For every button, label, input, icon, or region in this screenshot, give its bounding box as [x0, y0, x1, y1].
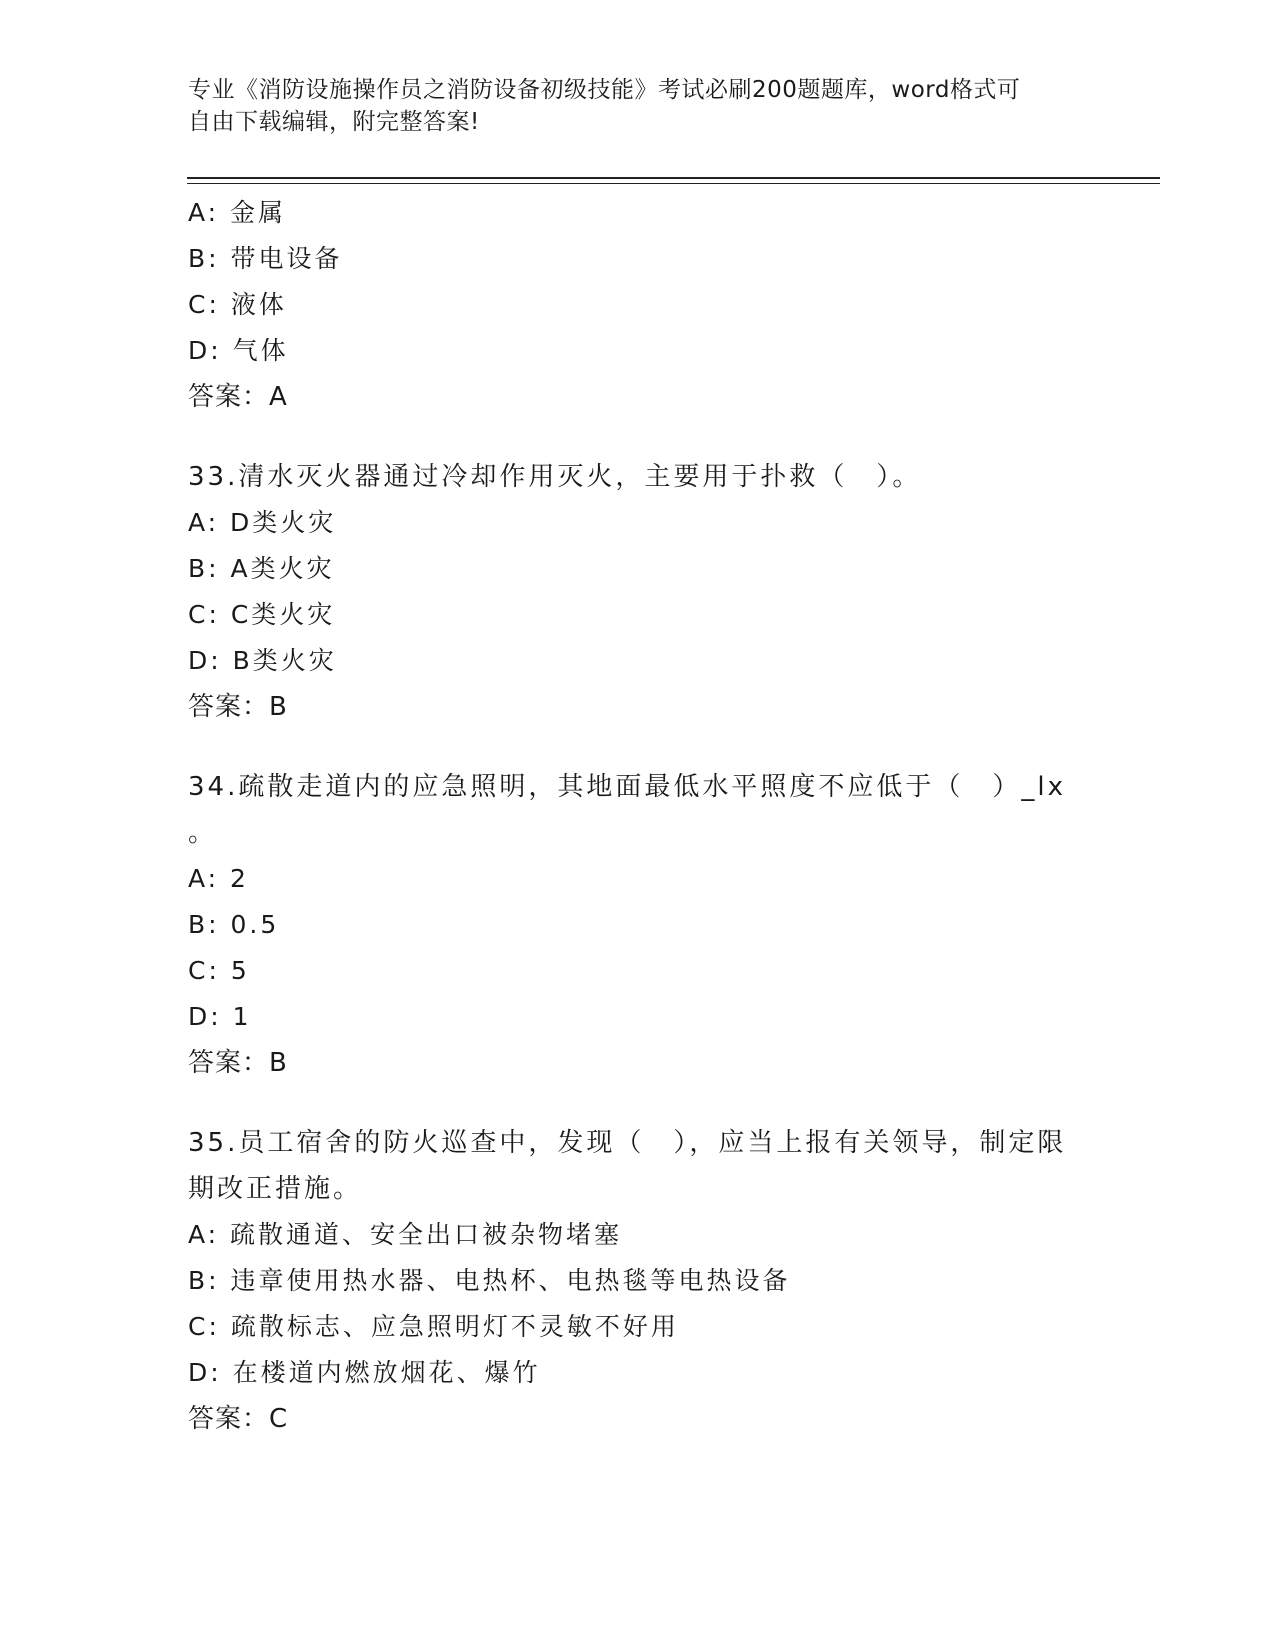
option-c: C: 5	[188, 956, 250, 985]
answer: 答案：A	[188, 382, 288, 412]
option-a: A: 疏散通道、安全出口被杂物堵塞	[188, 1220, 623, 1249]
header-line-1: 专业《消防设施操作员之消防设备初级技能》考试必刷200题题库，word格式可	[188, 77, 1021, 103]
question-32	[188, 190, 1088, 420]
header-line-2: 自由下载编辑，附完整答案!	[188, 109, 480, 135]
option-b: B: 0.5	[188, 910, 280, 939]
page-header	[188, 74, 1088, 138]
header-divider	[187, 177, 1160, 184]
option-b: B: 带电设备	[188, 244, 343, 273]
option-a: A: 2	[188, 864, 249, 893]
question-text: 35.员工宿舍的防火巡查中，发现（ ），应当上报有关领导，制定限	[188, 1128, 1067, 1158]
option-d: D: 1	[188, 1002, 252, 1031]
question-33	[188, 454, 1088, 730]
option-b: B: A类火灾	[188, 554, 335, 583]
answer: 答案：C	[188, 1404, 289, 1434]
question-text-continued: 。	[188, 818, 218, 848]
option-d: D: 在楼道内燃放烟花、爆竹	[188, 1358, 541, 1387]
question-text-continued: 期改正措施。	[188, 1174, 363, 1204]
option-b: B: 违章使用热水器、电热杯、电热毯等电热设备	[188, 1266, 791, 1295]
option-a: A: 金属	[188, 198, 287, 227]
question-34	[188, 764, 1088, 1086]
question-list	[188, 190, 1088, 1442]
answer: 答案：B	[188, 692, 288, 722]
option-a: A: D类火灾	[188, 508, 337, 537]
option-d: D: B类火灾	[188, 646, 337, 675]
question-text: 33.清水灭火器通过冷却作用灭火，主要用于扑救（ ）。	[188, 462, 922, 492]
option-c: C: 液体	[188, 290, 287, 319]
option-c: C: C类火灾	[188, 600, 336, 629]
question-35	[188, 1120, 1088, 1442]
answer: 答案：B	[188, 1048, 288, 1078]
option-c: C: 疏散标志、应急照明灯不灵敏不好用	[188, 1312, 679, 1341]
option-d: D: 气体	[188, 336, 289, 365]
question-text: 34.疏散走道内的应急照明，其地面最低水平照度不应低于（ ）_lx	[188, 772, 1066, 802]
